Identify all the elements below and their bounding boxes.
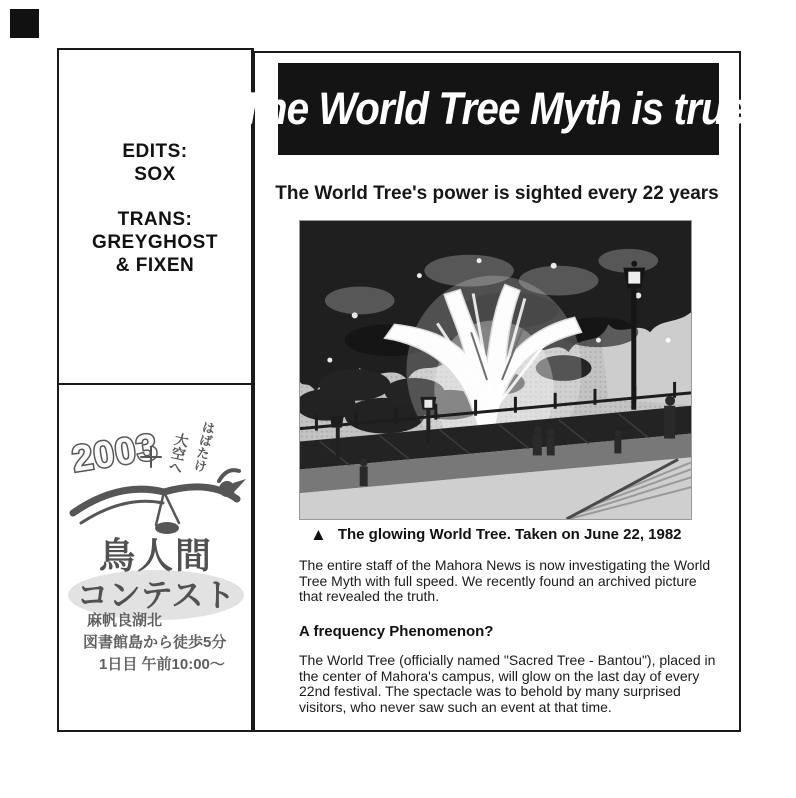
stamp-event-name-line1: 鳥人間: [98, 535, 214, 576]
stamp-slogan-right: はばたけ: [190, 419, 217, 474]
headline-banner: [238, 63, 759, 155]
world-tree-photo: [299, 220, 692, 520]
trans-name-line2: & FIXEN: [115, 255, 195, 276]
subheadline-text: The World Tree's power is sighted every 22 years: [275, 183, 719, 204]
page-corner-marker: [10, 9, 39, 38]
edits-name: SOX: [134, 164, 176, 185]
edits-label: EDITS:: [122, 141, 188, 162]
trans-label: TRANS:: [117, 209, 193, 230]
stamp-event-name-line2: コンテスト: [76, 577, 236, 613]
photo-caption-text: The glowing World Tree. Taken on June 22, 1982: [337, 526, 682, 543]
article-paragraph-2: The World Tree (officially named "Sacred Tree - Bantou"), placed in the center of Mahora's campus, will glow on the last day of every 22nd festival. The spectacle was to behold by many surprised visitors, who never saw such an event at that time.: [299, 652, 716, 715]
bird-icon: [219, 470, 246, 497]
birdman-contest-stamp-panel: [57, 383, 254, 732]
credits-text: [59, 140, 251, 277]
stamp-venue-line1: 麻帆良湖北: [87, 612, 163, 629]
caption-triangle-icon: ▲: [310, 525, 327, 544]
stamp-year: 2003: [69, 425, 161, 480]
stamp-slogan-left: 大空へ: [166, 431, 191, 476]
stamp-venue-line3: 1日目 午前10:00～: [99, 656, 225, 673]
credits-panel: [57, 48, 254, 385]
person-left: [360, 458, 368, 486]
person-midright: [614, 430, 621, 453]
person-right: [664, 396, 675, 439]
photo-caption: [310, 526, 682, 543]
article-panel: [238, 51, 759, 732]
birdman-contest-stamp: [59, 385, 252, 730]
trans-name-line1: GREYGHOST: [92, 232, 218, 253]
section-heading: A frequency Phenomenon?: [299, 623, 494, 640]
stamp-venue-line2: 図書館島から徒歩5分: [83, 634, 227, 651]
article-paragraph-1: The entire staff of the Mahora News is now investigating the World Tree Myth with full speed. We recently found an archived picture that revealed the truth.: [299, 557, 711, 604]
headline-text: The World Tree Myth is true!: [238, 83, 759, 134]
